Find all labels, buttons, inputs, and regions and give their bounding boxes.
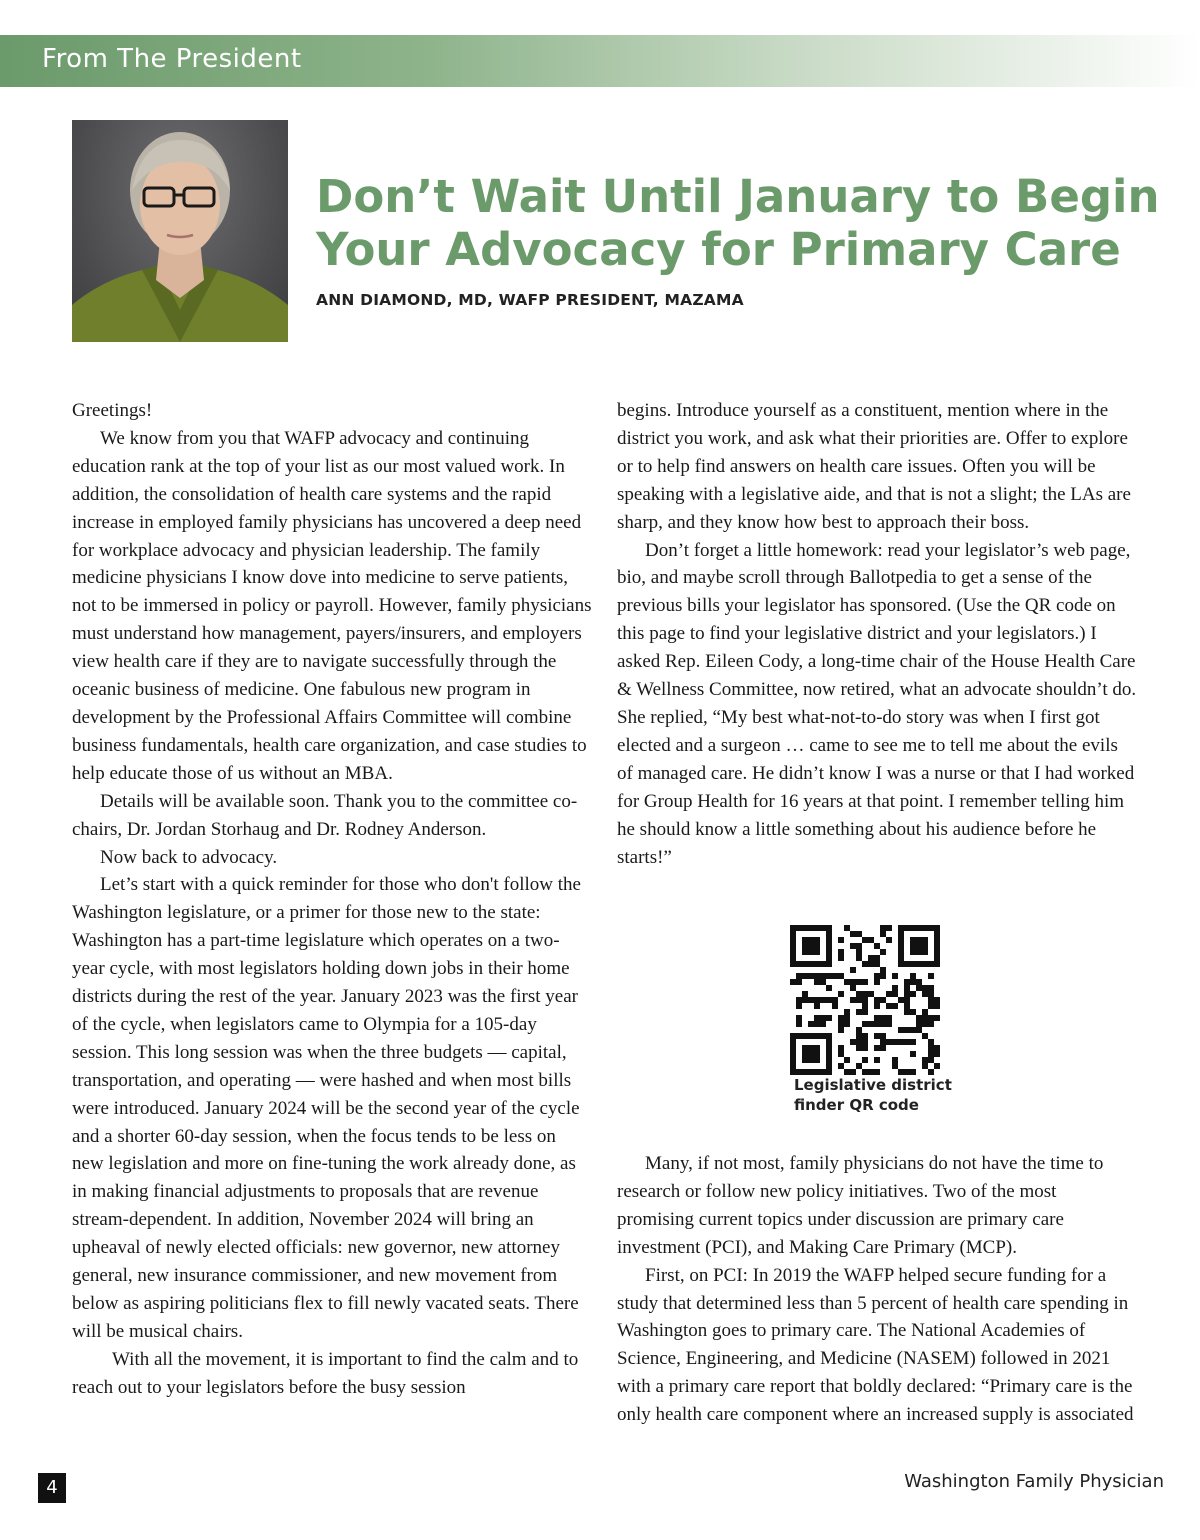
- paragraph: Don’t forget a little homework: read your legislator’s web page, bio, and maybe scroll through Ballotpedia to get a sense of the previous bills your legislator has sponsored. (Use the QR code on this page to find your legislative district and your legislators.) I asked Rep. Eileen Cody, a long-time chair of the House Health Care & Wellness Committee, now retired, what an advocate shouldn’t do. She replied, “My best what-not-to-do story was when I first got elected and a surgeon … came to see me to tell me about the evils of managed care. He didn’t know I was a nurse or that I had worked for Group Health for 16 years at that point. I remember telling him he should know a little something about his audience before he starts!”: [617, 539, 1137, 868]
- paragraph: With all the movement, it is important to find the calm and to reach out to your legislators before the busy session: [72, 1348, 579, 1398]
- qr-caption: Legislative district finder QR code: [794, 1076, 952, 1114]
- paragraph: begins. Introduce yourself as a constituent, mention where in the district you work, and ask what their priorities are. Offer to explore or to help find answers on health care issues. Often you will be speaking with a legislative aide, and that is not a slight; the LAs are sharp, and they know how best to approach their boss.: [617, 400, 1131, 533]
- page-number: 4: [38, 1473, 66, 1503]
- qr-code-graphic: [790, 925, 940, 1075]
- right-column-bottom: [617, 1150, 1137, 1429]
- article-byline: ANN DIAMOND, MD, WAFP PRESIDENT, MAZAMA: [316, 291, 744, 309]
- author-photo: [72, 120, 288, 342]
- author-portrait-illustration: [72, 120, 288, 342]
- right-column-top: [617, 397, 1137, 871]
- paragraph: We know from you that WAFP advocacy and continuing education rank at the top of your list as our most valued work. In addition, the consolidation of health care systems and the rapid increase in employed family physicians has uncovered a deep need for workplace advocacy and physician leadership. The family medicine physicians I know dove into medicine to serve patients, not to be immersed in policy or payroll. However, family physicians must understand how management, payers/insurers, and employers view health care if they are to navigate successfully through the oceanic business of medicine. One fabulous new program in development by the Professional Affairs Committee will combine business fundamentals, health care organization, and case studies to help educate those of us without an MBA.: [72, 427, 592, 784]
- section-banner: [0, 35, 1200, 87]
- paragraph: Let’s start with a quick reminder for those who don't follow the Washington legislature, or a primer for those new to the state: Washington has a part-time legislature which operates on a two-year cycle, with most legislators holding down jobs in their home districts during the rest of the year. January 2023 was the first year of the cycle, when legislators came to Olympia for a 105-day session. This long session was when the three budgets — capital, transportation, and operating — were hashed and when most bills were introduced. January 2024 will be the second year of the cycle and a shorter 60-day session, when the focus tends to be less on new legislation and more on fine-tuning the work already done, as in making financial adjustments to proposals that are revenue stream-dependent. In addition, November 2024 will bring an upheaval of newly elected officials: new governor, new attorney general, new insurance commissioner, and new movement from below as aspiring politicians flex to fill newly vacated seats. There will be musical chairs.: [72, 874, 581, 1342]
- paragraph: Greetings!: [72, 400, 153, 421]
- article-title: Don’t Wait Until January to Begin Your Advocacy for Primary Care: [316, 170, 1160, 276]
- paragraph: Now back to advocacy.: [100, 846, 278, 868]
- publication-name: Washington Family Physician: [904, 1471, 1164, 1492]
- paragraph: Details will be available soon. Thank you to the committee co-chairs, Dr. Jordan Storhaug and Dr. Rodney Anderson.: [72, 790, 578, 840]
- left-column: [72, 397, 592, 1402]
- qr-code[interactable]: [790, 925, 940, 1075]
- paragraph: First, on PCI: In 2019 the WAFP helped secure funding for a study that determined less than 5 percent of health care spending in Washington goes to primary care. The National Academies of Science, Engineering, and Medicine (NASEM) followed in 2021 with a primary care report that boldly declared: “Primary care is the only health care component where an increased supply is associated: [617, 1264, 1134, 1426]
- paragraph: Many, if not most, family physicians do not have the time to research or follow new policy initiatives. Two of the most promising current topics under discussion are primary care investment (PCI), and Making Care Primary (MCP).: [617, 1153, 1104, 1258]
- section-title: From The President: [42, 44, 302, 74]
